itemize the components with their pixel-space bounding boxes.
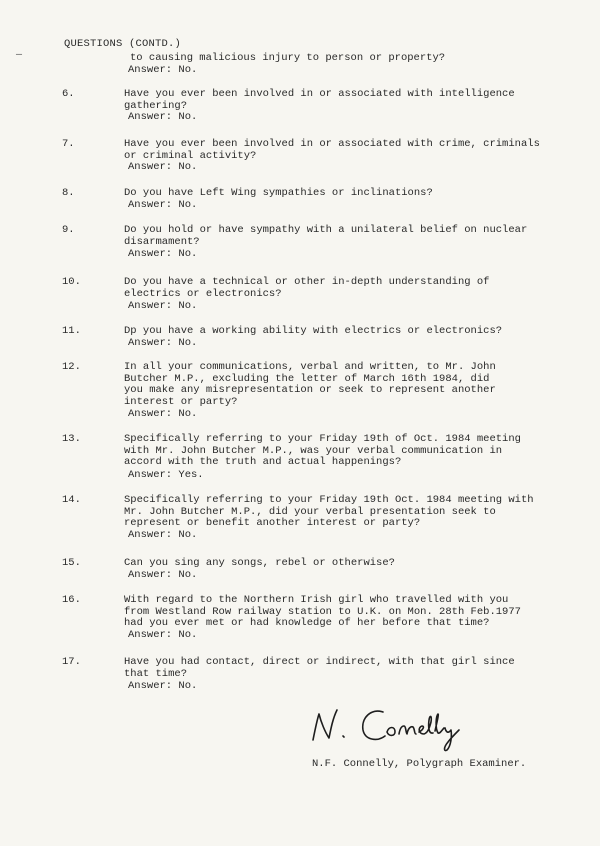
question-answer: Answer: No. — [128, 529, 198, 541]
question-answer: Answer: No. — [128, 248, 198, 260]
question-text: Dp you have a working ability with electrics or electronics? — [124, 325, 503, 337]
question-number: 12. — [62, 361, 81, 373]
question-answer: Answer: No. — [128, 111, 198, 123]
question-number: 17. — [62, 656, 81, 668]
margin-mark: — — [16, 50, 23, 61]
examiner-signature-line: N.F. Connelly, Polygraph Examiner. — [312, 758, 527, 770]
handwritten-signature — [305, 700, 485, 755]
question-text: In all your communications, verbal and written, to Mr. John Butcher M.P., excluding the letter of March 16th 1984, did you make any misrepresentation or seek to represent another interest or party? — [124, 361, 496, 408]
question-number: 9. — [62, 224, 75, 236]
question-answer: Answer: No. — [128, 64, 198, 76]
question-answer: Answer: No. — [128, 337, 198, 349]
question-number: 11. — [62, 325, 81, 337]
question-text: Do you have Left Wing sympathies or inclinations? — [124, 187, 433, 199]
question-answer: Answer: No. — [128, 629, 198, 641]
question-text: With regard to the Northern Irish girl who travelled with you from Westland Row railway station to U.K. on Mon. 28th Feb.1977 had you ever met or had knowledge of her before that time? — [124, 594, 521, 630]
question-number: 7. — [62, 138, 75, 150]
question-number: 13. — [62, 433, 81, 445]
question-text: Specifically referring to your Friday 19th of Oct. 1984 meeting with Mr. John Butcher M.P., was your verbal communication in accord with the truth and actual happenings? — [124, 433, 521, 469]
question-answer: Answer: No. — [128, 680, 198, 692]
question-text: Have you had contact, direct or indirect, with that girl since that time? — [124, 656, 515, 680]
page-heading: QUESTIONS (CONTD.) — [64, 38, 182, 50]
question-text: Have you ever been involved in or associated with intelligence gathering? — [124, 88, 515, 112]
question-number: 8. — [62, 187, 75, 199]
question-answer: Answer: No. — [128, 300, 198, 312]
question-number: 15. — [62, 557, 81, 569]
question-text: Can you sing any songs, rebel or otherwise? — [124, 557, 395, 569]
question-answer: Answer: No. — [128, 161, 198, 173]
question-number: 16. — [62, 594, 81, 606]
question-number: 6. — [62, 88, 75, 100]
question-answer: Answer: No. — [128, 408, 198, 420]
question-text: Do you hold or have sympathy with a unilateral belief on nuclear disarmament? — [124, 224, 528, 248]
question-answer: Answer: No. — [128, 199, 198, 211]
question-text: Do you have a technical or other in-depth understanding of electrics or electronics? — [124, 276, 490, 300]
question-answer: Answer: Yes. — [128, 469, 204, 481]
question-answer: Answer: No. — [128, 569, 198, 581]
question-text: Specifically referring to your Friday 19th Oct. 1984 meeting with Mr. John Butcher M.P., did your verbal presentation seek to represent or benefit another interest or party? — [124, 494, 534, 530]
question-number: 10. — [62, 276, 81, 288]
question-text: to causing malicious injury to person or property? — [130, 52, 446, 64]
question-text: Have you ever been involved in or associated with crime, criminals or criminal activity? — [124, 138, 540, 162]
question-number: 14. — [62, 494, 81, 506]
